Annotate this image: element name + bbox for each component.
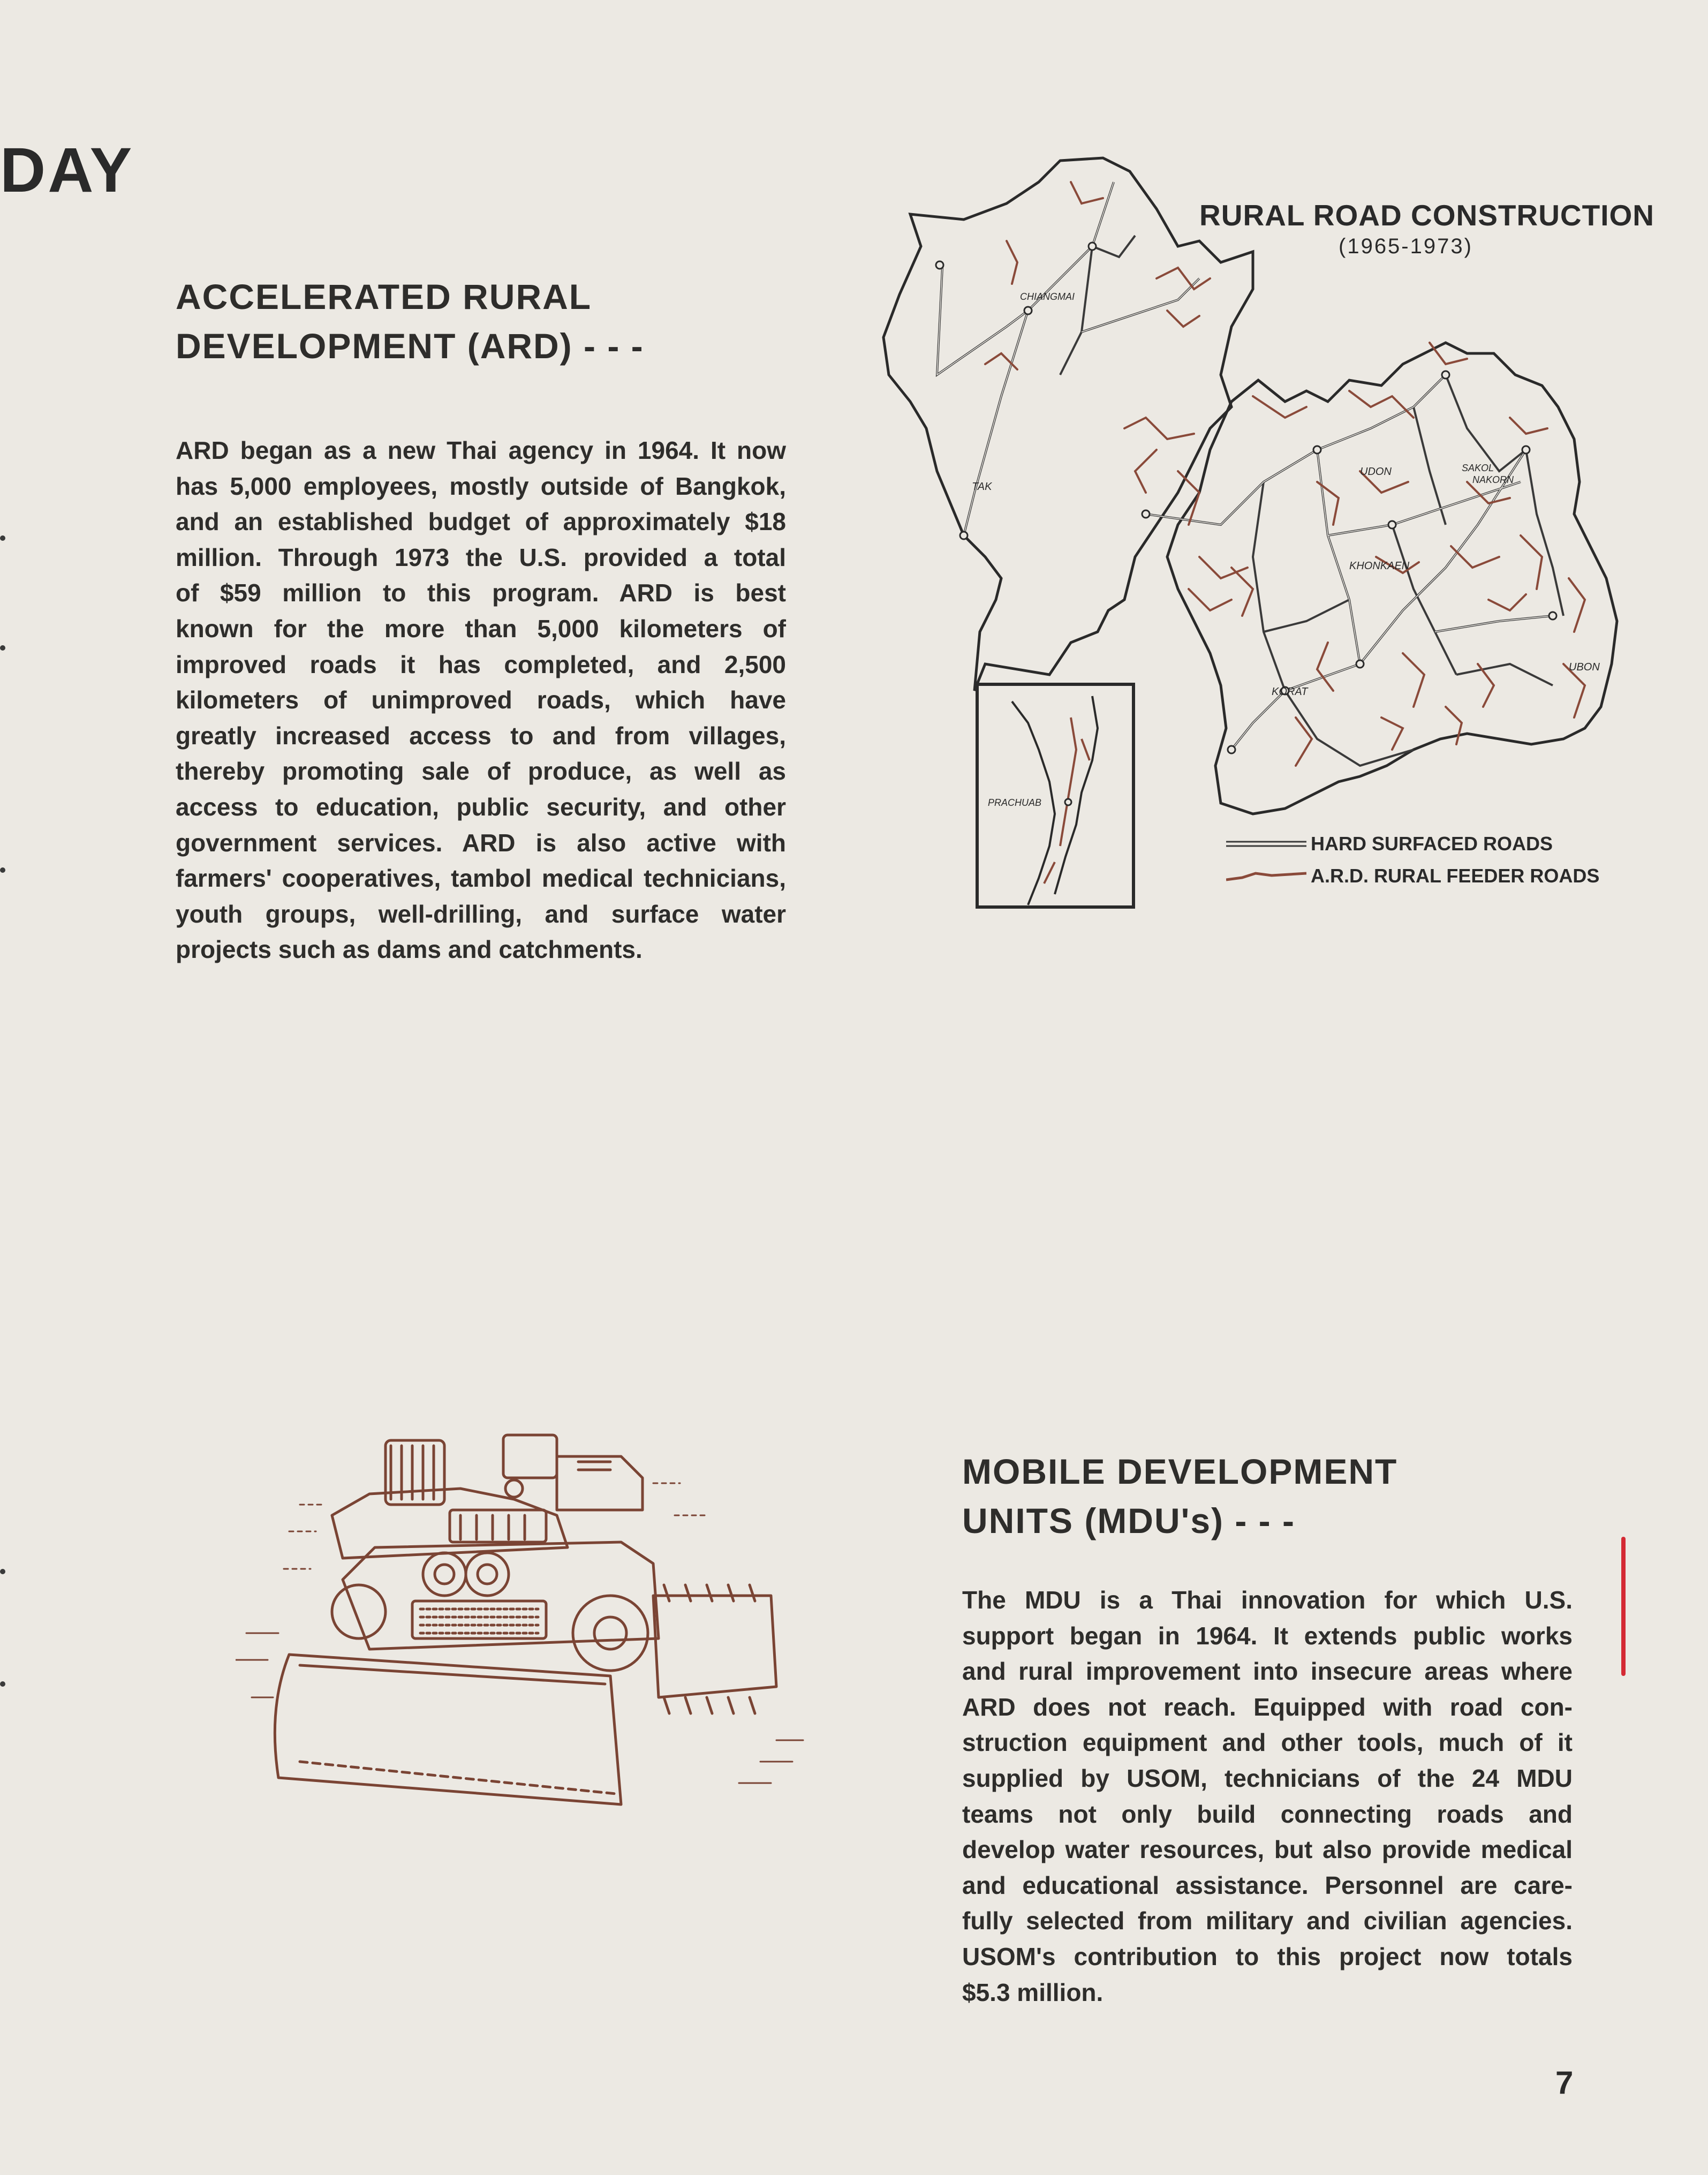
body-line: of $59 million to this program. ARD is best: [176, 579, 786, 607]
hard-surfaced-roads: [937, 182, 1563, 766]
body-line: and educational assistance. Personnel are care-: [962, 1871, 1573, 1899]
label-chiangmai: CHIANGMAI: [1020, 291, 1075, 302]
body-line: develop water resources, but also provide medical: [962, 1836, 1573, 1864]
body-line: struction equipment and other tools, much of it: [962, 1728, 1573, 1757]
legend-feeder-label: A.R.D. RURAL FEEDER ROADS: [1311, 865, 1600, 887]
legend-feeder: [1226, 865, 1599, 887]
ard-title-line2: DEVELOPMENT (ARD) - - -: [176, 326, 644, 366]
body-line: improved roads it has completed, and 2,500: [176, 650, 786, 678]
mdu-title-line1: MOBILE DEVELOPMENT: [962, 1452, 1398, 1491]
label-udon: UDON: [1360, 466, 1392, 478]
body-line: projects such as dams and catchments.: [176, 935, 643, 964]
body-line: million. Through 1973 the U.S. provided a total: [176, 543, 786, 571]
margin-mark: [0, 867, 5, 873]
margin-mark: [0, 645, 5, 651]
body-line: known for the more than 5,000 kilometers of: [176, 614, 786, 643]
ard-body: [176, 433, 786, 968]
feeder-line-icon: [1226, 868, 1306, 884]
ard-title-line1: ACCELERATED RURAL: [176, 277, 592, 316]
body-line: greatly increased access to and from villages,: [176, 721, 786, 750]
body-line: thereby promoting sale of produce, as well as: [176, 757, 786, 786]
body-line: government services. ARD is also active with: [176, 828, 786, 857]
ard-title: [176, 272, 644, 371]
body-line: supplied by USOM, technicians of the 24 MDU: [962, 1764, 1573, 1792]
body-line: has 5,000 employees, mostly outside of Bangkok,: [176, 472, 786, 500]
body-line: fully selected from military and civilian agencies.: [962, 1907, 1573, 1935]
double-line-icon: [1226, 839, 1306, 849]
construction-equipment-illustration: [236, 1408, 814, 1826]
label-tak: TAK: [972, 481, 992, 493]
body-line: farmers' cooperatives, tambol medical technicians,: [176, 864, 786, 893]
mdu-title: [962, 1447, 1397, 1545]
thailand-road-map: [878, 150, 1628, 921]
body-line: support began in 1964. It extends public works: [962, 1621, 1573, 1650]
margin-mark: [0, 1569, 5, 1574]
margin-mark: [0, 1681, 5, 1687]
body-line: and an established budget of approximately $18: [176, 508, 786, 536]
red-margin-mark: [1621, 1537, 1626, 1676]
prachuab-inset: [977, 684, 1133, 907]
legend-hard-surfaced: [1226, 833, 1599, 855]
body-line: ARD does not reach. Equipped with road con-: [962, 1693, 1573, 1721]
ard-feeder-roads: [985, 182, 1585, 766]
mdu-body: [962, 1582, 1573, 2010]
page-number: 7: [1555, 2065, 1574, 2101]
label-khonkaen: KHONKAEN: [1349, 560, 1410, 572]
legend-hard-surfaced-label: HARD SURFACED ROADS: [1311, 833, 1553, 855]
label-korat: KORAT: [1272, 686, 1308, 698]
map-title: RURAL ROAD CONSTRUCTION: [1199, 199, 1655, 232]
heading-fragment: DAY: [0, 135, 134, 206]
map-subtitle: (1965-1973): [1339, 235, 1473, 258]
label-sakol: SAKOL: [1462, 463, 1494, 473]
body-line: teams not only build connecting roads and: [962, 1800, 1573, 1828]
body-line: access to education, public security, and other: [176, 792, 786, 821]
label-ubon: UBON: [1569, 661, 1600, 673]
body-line: The MDU is a Thai innovation for which U.S.: [962, 1586, 1573, 1614]
body-line: ARD began as a new Thai agency in 1964. It now: [176, 436, 786, 464]
map-legend: [1226, 833, 1599, 887]
label-nakorn: NAKORN: [1472, 474, 1514, 485]
body-line: youth groups, well-drilling, and surface water: [176, 900, 786, 928]
hard-surfaced-roads-inner: [937, 182, 1553, 750]
body-line: USOM's contribution to this project now totals: [962, 1942, 1573, 1970]
body-line: kilometers of unimproved roads, which have: [176, 686, 786, 714]
mdu-title-line2: UNITS (MDU's) - - -: [962, 1501, 1295, 1540]
margin-mark: [0, 535, 5, 541]
body-line: $5.3 million.: [962, 1978, 1104, 2006]
north-region-outline: [883, 158, 1253, 691]
label-prachuab: PRACHUAB: [988, 797, 1042, 808]
body-line: and rural improvement into insecure areas where: [962, 1657, 1573, 1686]
northeast-region-outline: [1167, 343, 1617, 814]
